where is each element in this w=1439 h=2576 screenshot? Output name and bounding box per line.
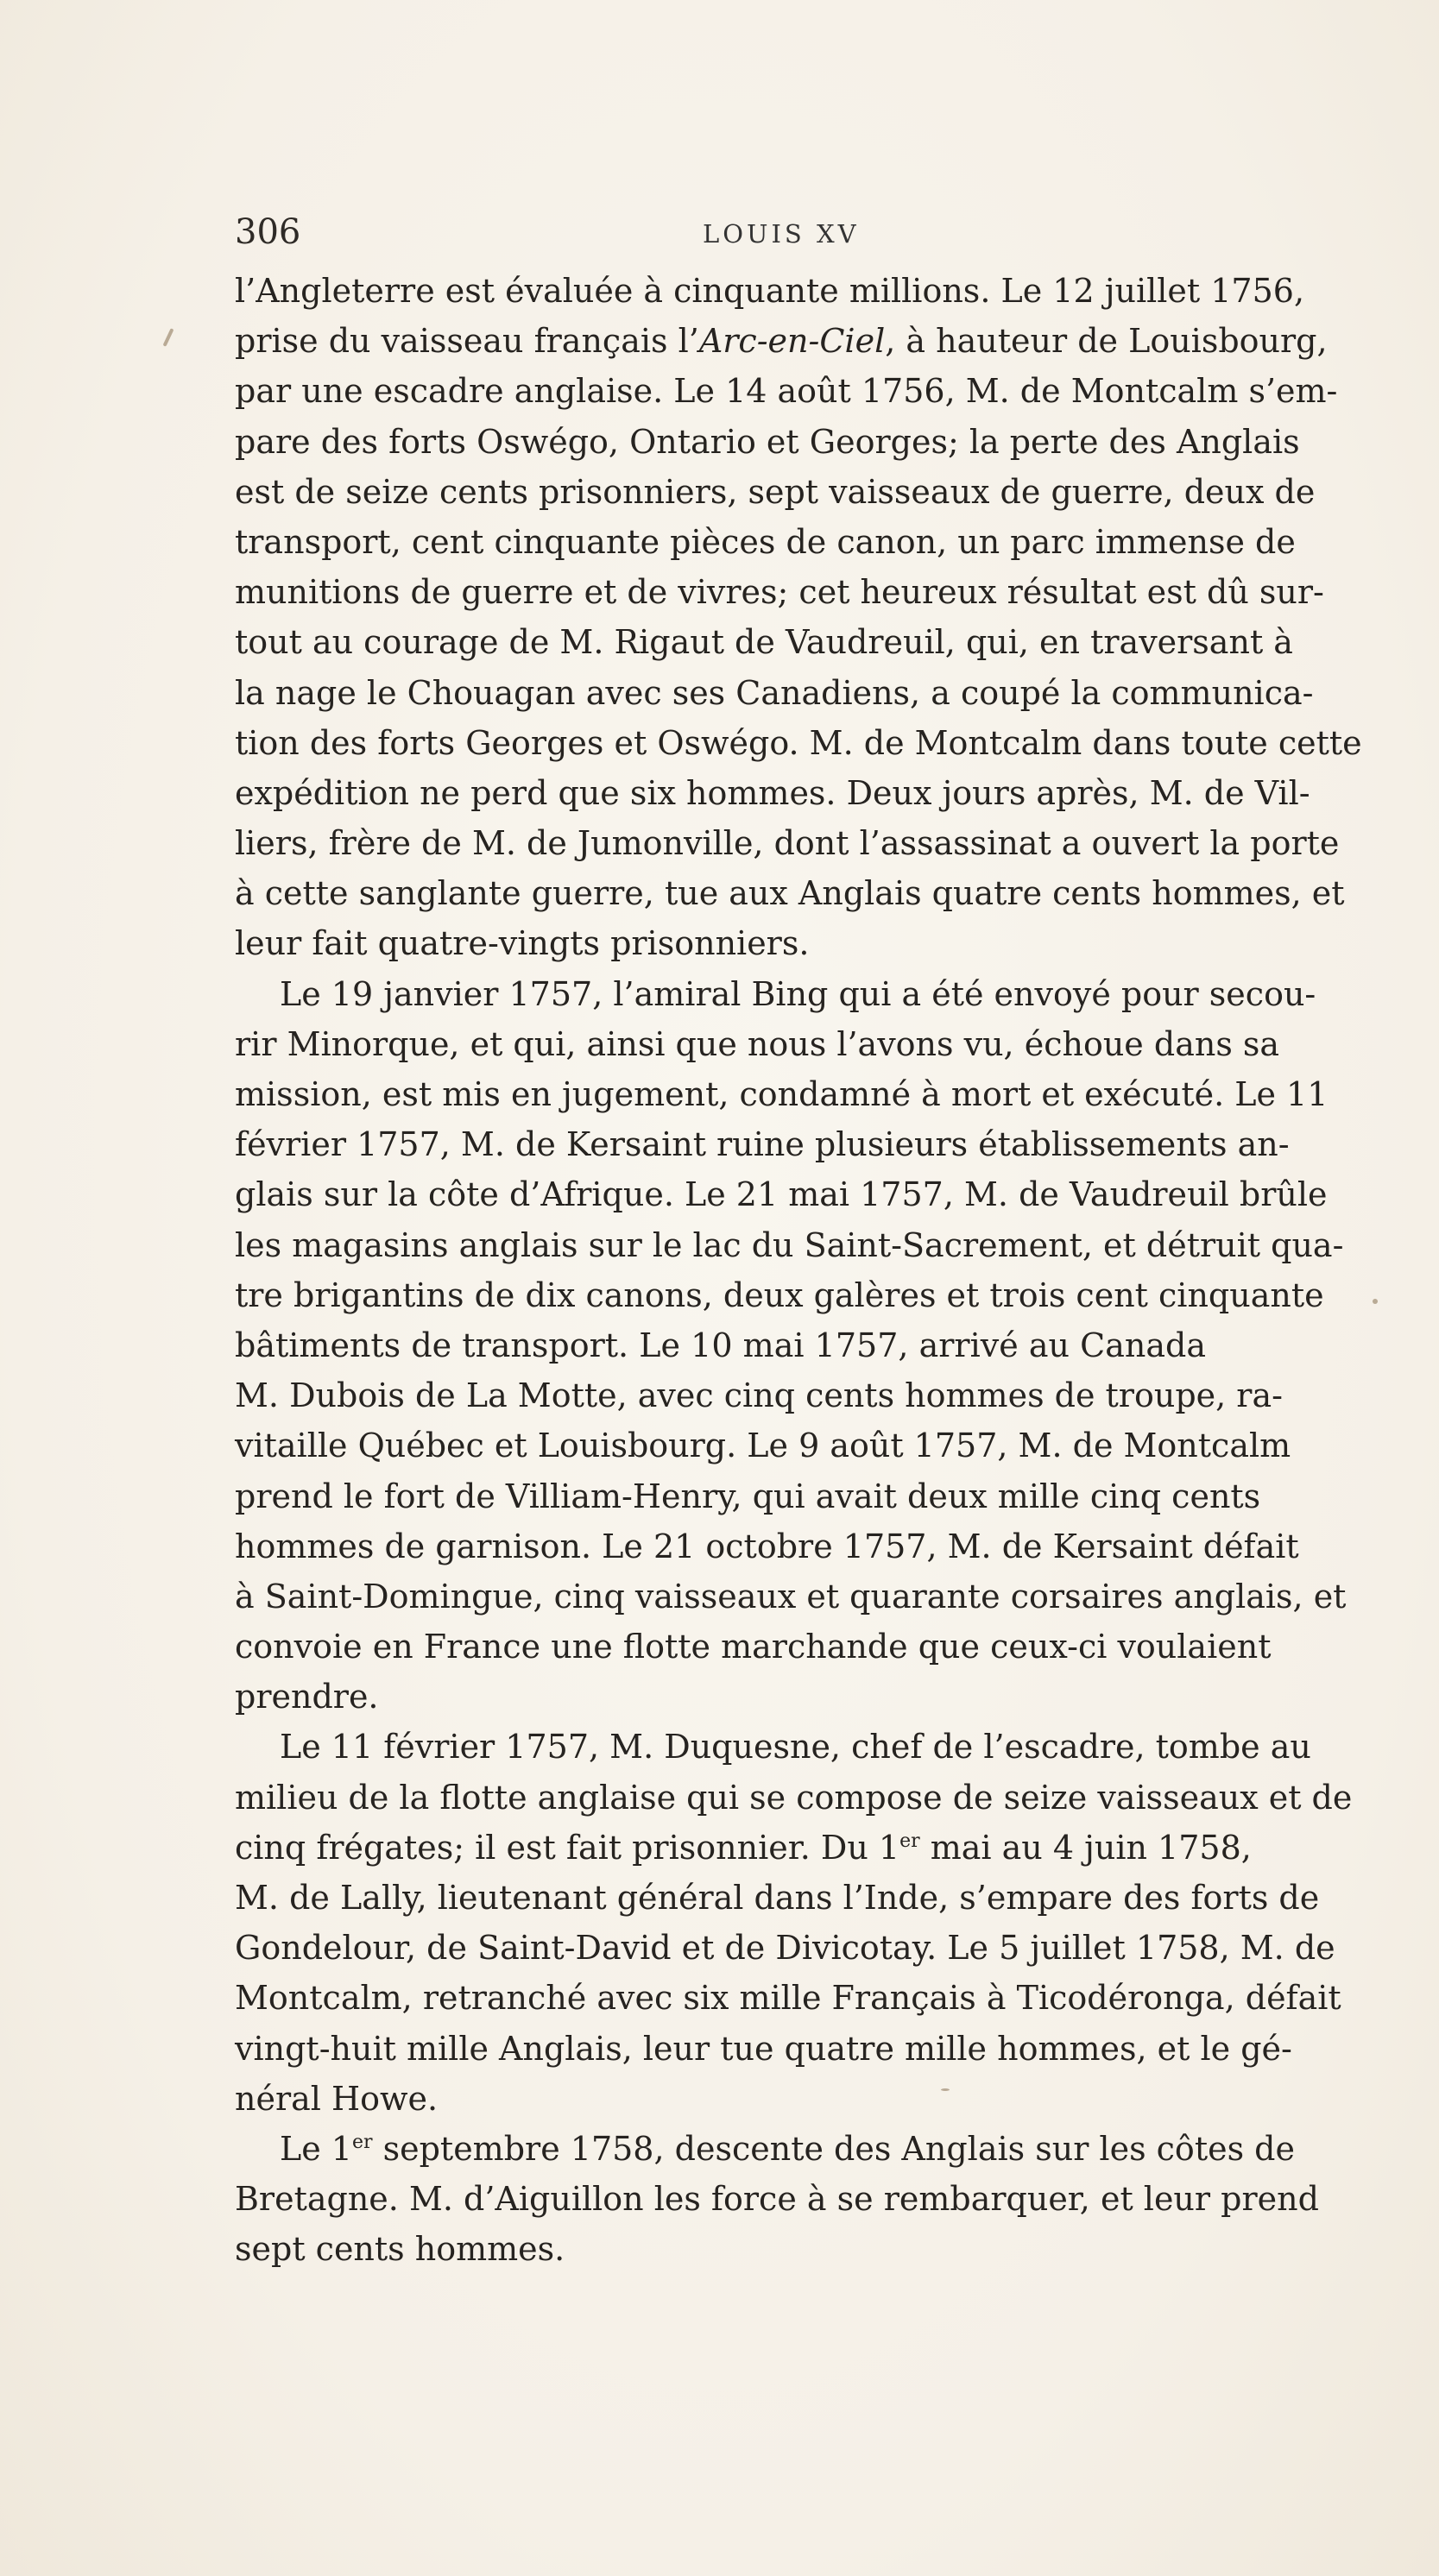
text-line: tion des forts Georges et Oswégo. M. de Montcalm dans toute cette: [235, 723, 1362, 762]
text-line: expédition ne perd que six hommes. Deux jours après, M. de Vil-: [235, 773, 1310, 812]
text-line: liers, frère de M. de Jumonville, dont l’assassinat a ouvert la porte: [235, 824, 1340, 863]
running-head: LOUIS XV: [703, 219, 860, 249]
paragraph-first-line: Le 19 janvier 1757, l’amiral Bing qui a été envoyé pour secou-: [280, 974, 1316, 1013]
text-line: tre brigantins de dix canons, deux galères et trois cent cinquante: [235, 1275, 1324, 1314]
text-line: par une escadre anglaise. Le 14 août 1756, M. de Montcalm s’em-: [235, 372, 1338, 411]
text-line: convoie en France une flotte marchande que ceux-ci voulaient: [235, 1628, 1272, 1666]
text-line: M. de Lally, lieutenant général dans l’Inde, s’empare des forts de: [235, 1879, 1320, 1917]
text-segment: septembre 1758, descente des Anglais sur les côtes de: [372, 2129, 1295, 2168]
text-segment: Le 1: [280, 2129, 352, 2168]
ordinal-superscript: er: [899, 1830, 920, 1852]
text-segment: mai au 4 juin 1758,: [919, 1828, 1252, 1867]
text-line: la nage le Chouagan avec ses Canadiens, a coupé la communica-: [235, 673, 1314, 712]
text-segment: , à hauteur de Louisbourg,: [885, 322, 1328, 361]
text-line: prendre.: [235, 1678, 379, 1716]
text-line: février 1757, M. de Kersaint ruine plusieurs établissements an-: [235, 1125, 1290, 1164]
text-line: [235, 1823, 1252, 1873]
text-line: Bretagne. M. d’Aiguillon les force à se rembarquer, et leur prend: [235, 2180, 1319, 2219]
text-line: Montcalm, retranché avec six mille Français à Ticodéronga, défait: [235, 1979, 1341, 2018]
text-line: mission, est mis en jugement, condamné à mort et exécuté. Le 11: [235, 1075, 1329, 1113]
text-line: tout au courage de M. Rigaut de Vaudreuil, qui, en traversant à: [235, 623, 1293, 662]
text-line: est de seize cents prisonniers, sept vaisseaux de guerre, deux de: [235, 472, 1316, 511]
text-line: hommes de garnison. Le 21 octobre 1757, M. de Kersaint défait: [235, 1527, 1299, 1565]
body-text: [235, 266, 1362, 2275]
paragraph-first-line: [235, 2124, 1295, 2174]
text-line: l’Angleterre est évaluée à cinquante millions. Le 12 juillet 1756,: [235, 272, 1305, 310]
text-line: Gondelour, de Saint-David et de Divicotay. Le 5 juillet 1758, M. de: [235, 1929, 1335, 1968]
paper-speck: [1373, 1299, 1378, 1304]
page-header: [235, 207, 1206, 259]
text-line: leur fait quatre-vingts prisonniers.: [235, 924, 810, 963]
paragraph-first-line: Le 11 février 1757, M. Duquesne, chef de l’escadre, tombe au: [280, 1728, 1311, 1767]
text-segment: prise du vaisseau français l’: [235, 322, 699, 361]
text-line: M. Dubois de La Motte, avec cinq cents hommes de troupe, ra-: [235, 1376, 1283, 1415]
ship-name-italic: Arc-en-Ciel: [698, 322, 886, 361]
text-line: les magasins anglais sur le lac du Saint-Sacrement, et détruit qua-: [235, 1225, 1344, 1264]
text-line: glais sur la côte d’Afrique. Le 21 mai 1757, M. de Vaudreuil brûle: [235, 1175, 1328, 1214]
paper-speck: [163, 328, 174, 347]
text-line: prend le fort de Villiam-Henry, qui avait deux mille cinq cents: [235, 1477, 1261, 1515]
text-line: à cette sanglante guerre, tue aux Anglais quatre cents hommes, et: [235, 874, 1345, 913]
text-line: bâtiments de transport. Le 10 mai 1757, arrivé au Canada: [235, 1326, 1206, 1364]
ordinal-superscript: er: [351, 2131, 373, 2153]
text-line: [235, 316, 1328, 366]
text-line: pare des forts Oswégo, Ontario et Georges; la perte des Anglais: [235, 422, 1300, 461]
text-segment: cinq frégates; il est fait prisonnier. Du 1: [235, 1828, 900, 1867]
text-line: à Saint-Domingue, cinq vaisseaux et quarante corsaires anglais, et: [235, 1577, 1347, 1616]
text-line: milieu de la flotte anglaise qui se compose de seize vaisseaux et de: [235, 1778, 1353, 1817]
text-line: rir Minorque, et qui, ainsi que nous l’avons vu, échoue dans sa: [235, 1024, 1280, 1063]
page-number: 306: [235, 212, 301, 252]
text-line: transport, cent cinquante pièces de canon, un parc immense de: [235, 522, 1296, 561]
text-line: vingt-huit mille Anglais, leur tue quatre mille hommes, et le gé-: [235, 2029, 1292, 2068]
text-line: néral Howe.: [235, 2079, 439, 2118]
text-line: munitions de guerre et de vivres; cet heureux résultat est dû sur-: [235, 573, 1324, 612]
text-line: vitaille Québec et Louisbourg. Le 9 août 1757, M. de Montcalm: [235, 1427, 1291, 1465]
text-line: sept cents hommes.: [235, 2230, 565, 2269]
